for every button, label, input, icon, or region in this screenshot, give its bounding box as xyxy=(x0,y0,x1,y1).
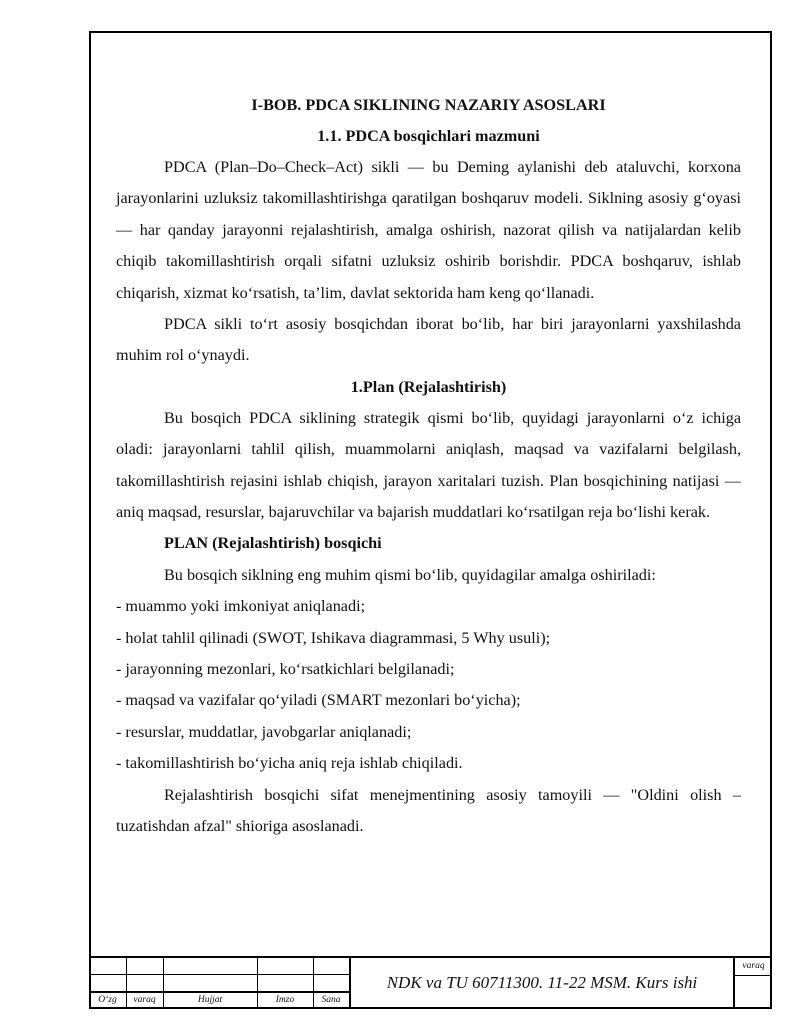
list-item: - jarayonning mezonlari, ko‘rsatkichlari belgilanadi; xyxy=(116,660,455,679)
title-block-grid xyxy=(89,957,349,1009)
subheading-plan: 1.Plan (Rejalashtirish) xyxy=(350,377,507,396)
label-hujjat: Hujjat xyxy=(197,995,223,1005)
section-title: 1.1. PDCA bosqichlari mazmuni xyxy=(317,127,540,145)
list-item: - maqsad va vazifalar qo‘yiladi (SMART mezonlari bo‘yicha); xyxy=(116,691,521,710)
sheet-number-box xyxy=(733,957,772,1009)
paragraph-plan: Bu bosqich PDCA siklining strategik qismi bo‘lib, quyidagi jarayonlarni o‘z ichiga oladi: jarayonlarni tahlil qilish, muammolarni aniqlash, maqsad va vazifalarni belgilash, takomillashtirish rejasini ishlab chiqish, jarayon xaritalari tuzish. Plan bosqichining natijasi — aniq maqsad, resurslar, bajaruvchilar va bajarish muddatlari ko‘rsatilgan reja bo‘lishi kerak. xyxy=(116,408,741,522)
label-sana: Sana xyxy=(321,995,341,1005)
list-item: - takomillashtirish bo‘yicha aniq reja ishlab chiqiladi. xyxy=(116,754,463,773)
intro-line: Bu bosqich siklning eng muhim qismi bo‘lib, quyidagilar amalga oshiriladi: xyxy=(164,565,656,584)
list-item: - muammo yoki imkoniyat aniqlanadi; xyxy=(116,597,366,616)
sheet-separator xyxy=(735,975,772,976)
list-item: - holat tahlil qilinadi (SWOT, Ishikava diagrammasi, 5 Why usuli); xyxy=(116,628,551,647)
list-item: - resurslar, muddatlar, javobgarlar aniqlanadi; xyxy=(116,722,412,741)
paragraph-stages: PDCA sikli to‘rt asosiy bosqichdan iborat bo‘lib, har biri jarayonlarni yaxshilashda muhim rol o‘ynaydi. xyxy=(116,315,741,365)
grid-row-line xyxy=(89,974,351,975)
document-code: NDK va TU 60711300. 11-22 MSM. Kurs ishi xyxy=(386,973,698,992)
grid-row-line xyxy=(89,991,351,993)
label-varaq: varaq xyxy=(133,995,156,1005)
sheet-label: varaq xyxy=(742,961,765,971)
title-block xyxy=(89,957,772,1009)
chapter-title: I-BOB. PDCA SIKLINING NAZARIY ASOSLARI xyxy=(251,96,606,114)
label-imzo: Imzo xyxy=(275,995,295,1005)
paragraph-intro: PDCA (Plan–Do–Check–Act) sikli — bu Deming aylanishi deb ataluvchi, korxona jarayonlarini uzluksiz takomillashtirishga qaratilgan boshqaruv modeli. Siklning asosiy g‘oyasi — har qanday jarayonni rejalashtirish, amalga oshirish, nazorat qilish va natijalardan kelib chiqib takomillashtirish orqali sifatni uzluksiz oshirib borishdir. PDCA boshqaruv, ishlab chiqarish, xizmat ko‘rsatish, ta’lim, davlat sektorida ham keng qo‘llanadi. xyxy=(116,158,741,302)
closing-paragraph: Rejalashtirish bosqichi sifat menejmentining asosiy tamoyili — "Oldini olish – tuzatishdan afzal" shioriga asoslanadi. xyxy=(116,785,741,835)
bold-heading-plan-stage: PLAN (Rejalashtirish) bosqichi xyxy=(164,534,382,553)
document-body xyxy=(116,87,741,842)
label-ozg: O‘zg xyxy=(98,995,117,1005)
